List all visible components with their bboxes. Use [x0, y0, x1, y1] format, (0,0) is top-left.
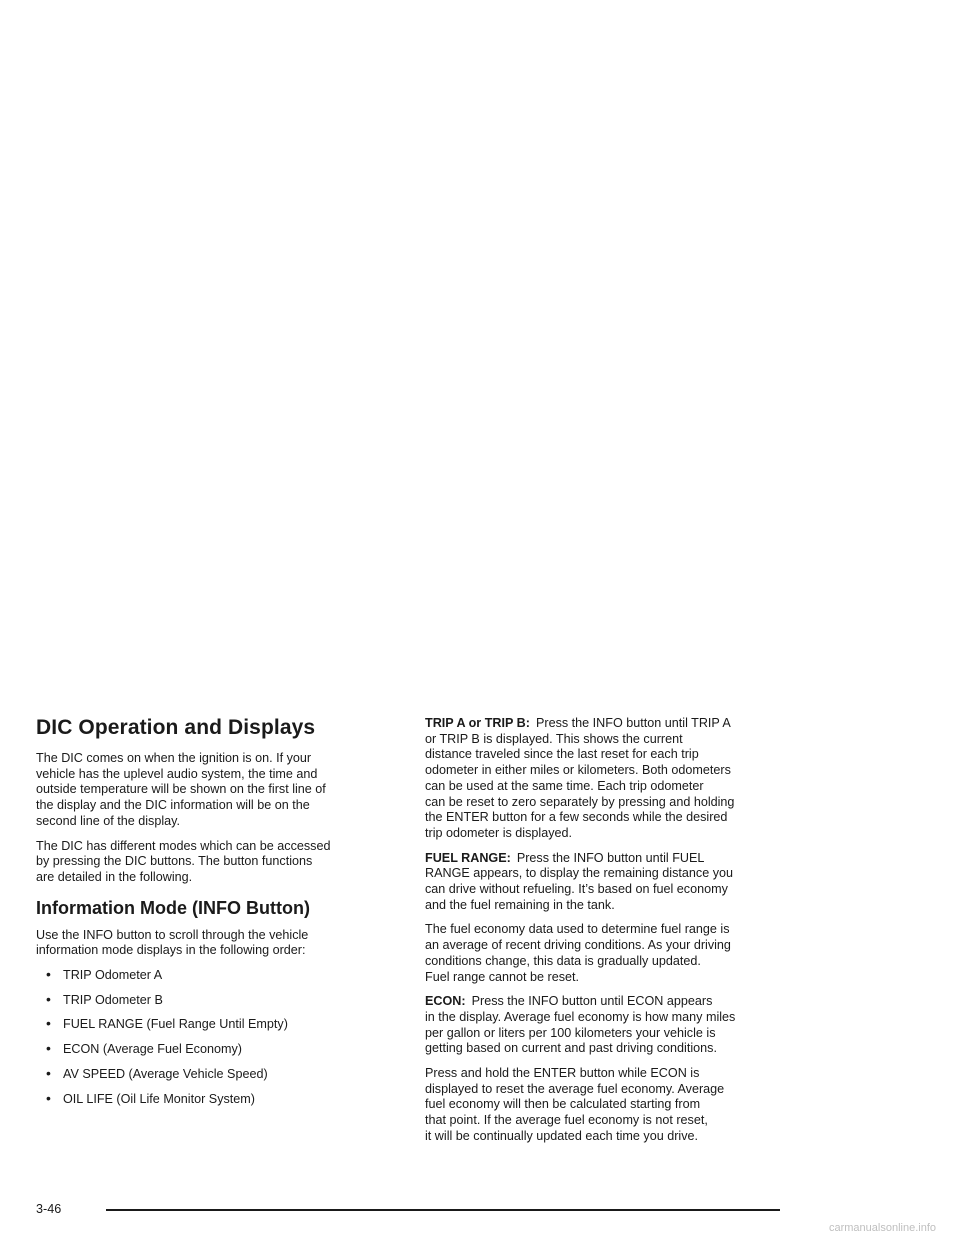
bullet-icon: •	[46, 1040, 51, 1057]
left-column	[36, 716, 388, 1116]
econ-text: Press the INFO button until ECON appears in the display. Average fuel economy is how many miles per gallon or liters per 100 kilometers your vehicle is getting based on current and past driving conditions.	[425, 994, 736, 1056]
bullet-icon: •	[46, 1015, 51, 1032]
section-heading: DIC Operation and Displays	[36, 716, 316, 739]
bullet-icon: •	[46, 1089, 51, 1106]
watermark: carmanualsonline.info	[828, 1222, 936, 1234]
trip-text: Press the INFO button until TRIP A or TRIP B is displayed. This shows the current distance traveled since the last reset for each trip odometer in either miles or kilometers. Both odometers can be used at the same time. Each trip odometer can be reset to zero separately by pressing and holding the ENTER button for a few seconds while the desired trip odometer is displayed.	[425, 716, 735, 840]
bullet-icon: •	[46, 966, 51, 983]
list-item: • OIL LIFE (Oil Life Monitor System)	[46, 1089, 255, 1106]
fuel-range-term: FUEL RANGE:	[425, 850, 511, 865]
list-item: • ECON (Average Fuel Economy)	[46, 1040, 242, 1057]
right-column	[425, 716, 787, 1154]
list-item: • FUEL RANGE (Fuel Range Until Empty)	[46, 1015, 288, 1032]
info-button-paragraph: Use the INFO button to scroll through the vehicle information mode displays in the following order:	[36, 927, 309, 958]
footer-divider	[106, 1209, 780, 1211]
fuel-range-text: Press the INFO button until FUEL RANGE appears, to display the remaining distance you can drive without refueling. It’s based on fuel economy and the fuel remaining in the tank.	[425, 850, 734, 912]
list-item: • AV SPEED (Average Vehicle Speed)	[46, 1064, 268, 1081]
econ-paragraph	[425, 994, 787, 1057]
list-item: • TRIP Odometer A	[46, 966, 163, 983]
modes-paragraph: The DIC has different modes which can be accessed by pressing the DIC buttons. The button functions are detailed in the following.	[36, 838, 331, 884]
bullet-icon: •	[46, 990, 51, 1007]
econ-term: ECON:	[425, 994, 466, 1009]
intro-paragraph: The DIC comes on when the ignition is on. If your vehicle has the uplevel audio system, the time and outside temperature will be shown on the first line of the display and the DIC information will be on the second line of the display.	[36, 751, 326, 828]
subsection-heading: Information Mode (INFO Button)	[36, 897, 310, 918]
page-number: 3-46	[36, 1202, 62, 1216]
list-item: • TRIP Odometer B	[46, 990, 163, 1007]
trip-paragraph	[425, 716, 787, 842]
display-order-list	[36, 968, 388, 1107]
bullet-icon: •	[46, 1064, 51, 1081]
econ-reset-paragraph: Press and hold the ENTER button while ECON is displayed to reset the average fuel economy. Average fuel economy will then be calculated starting from that point. If the average fuel economy is not reset, it will be continually updated each time you drive.	[425, 1066, 725, 1143]
fuel-range-paragraph	[425, 851, 787, 914]
fuel-data-paragraph: The fuel economy data used to determine fuel range is an average of recent driving conditions. As your driving conditions change, this data is gradually updated. Fuel range cannot be reset.	[425, 922, 731, 984]
trip-term: TRIP A or TRIP B:	[425, 716, 530, 730]
